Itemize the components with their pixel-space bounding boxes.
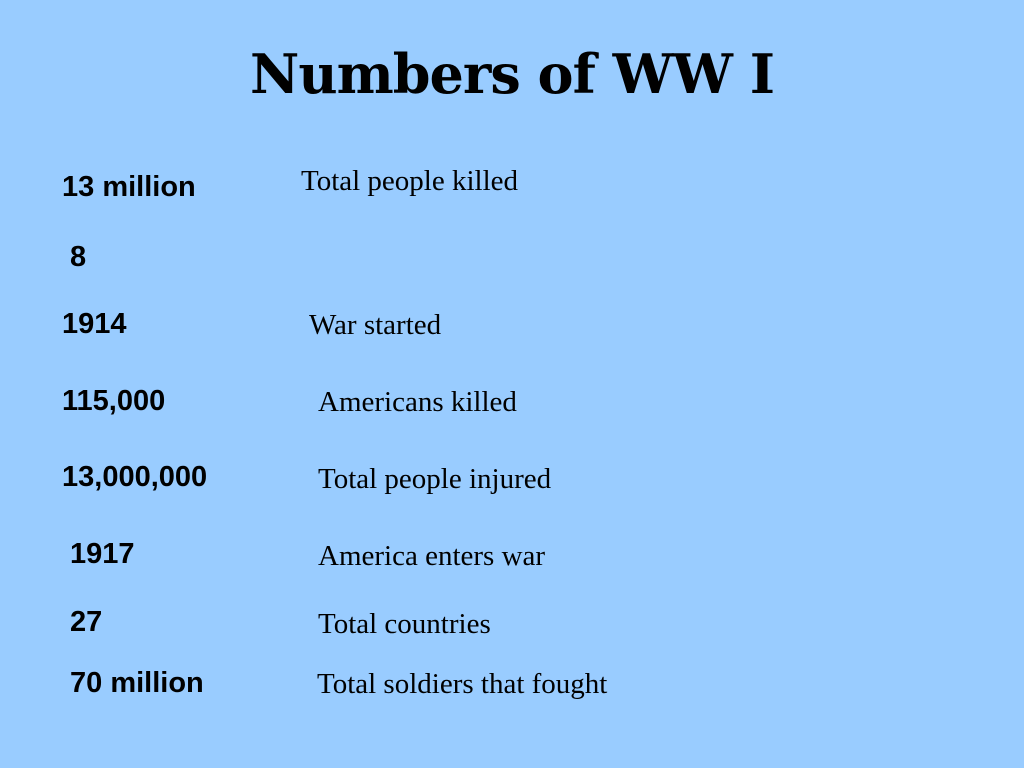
row-5-number: 13,000,000 [62, 461, 208, 493]
row-4-description: Americans killed [318, 386, 517, 418]
row-2-number: 8 [70, 241, 87, 273]
row-5-description: Total people injured [318, 463, 552, 495]
row-3-description: War started [309, 309, 442, 341]
row-6-number: 1917 [70, 538, 135, 570]
row-4-number: 115,000 [62, 385, 166, 417]
row-6-description: America enters war [318, 540, 546, 572]
row-8-description: Total soldiers that fought [317, 668, 608, 700]
row-3-number: 1914 [62, 308, 127, 340]
row-8-number: 70 million [70, 667, 204, 699]
row-7-description: Total countries [318, 608, 491, 640]
row-1-description: Total people killed [301, 165, 519, 197]
slide-title: Numbers of WW I [250, 42, 774, 106]
row-1-number: 13 million [62, 171, 196, 203]
row-7-number: 27 [70, 606, 103, 638]
